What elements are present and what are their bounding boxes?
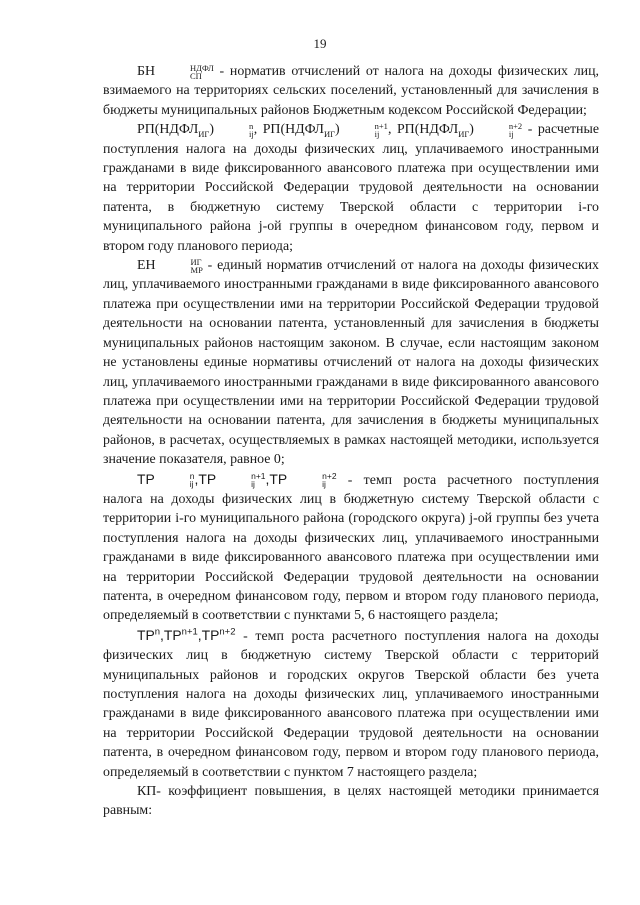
page-number: 19 — [313, 36, 327, 51]
formula-tr-ij: TP n ij ,TP n+1 ij ,TP n+2 ij — [137, 470, 337, 489]
paragraph-en: ЕН ИГ МР - единый норматив отчислений от налога на доходы физических лиц, уплачиваемого иностранными гражданами в виде фиксированного авансового платежа при осуществлении ими на территории Российской Федерации трудовой деятельности на основании патента, установленный для зачисления в бюджеты муниципальных районов настоящим законом. В случае, если настоящим законом не установлены единые нормативы отчислений от налога на доходы физических лиц, уплачиваемого иностранными гражданами в виде фиксированного авансового платежа при осуществлении ими на территории Российской Федерации трудовой деятельности на основании патента, для зачисления в бюджеты муниципальных районов, в расчетах, осуществляемых в рамках настоящей методики, используется значение показателя, равное 0; — [103, 256, 599, 468]
formula-kp: КП — [137, 784, 157, 800]
paragraph-tr-ij: TP n ij ,TP n+1 ij ,TP n+2 ij - темп роста расчетного поступления налога на доходы физических лиц в бюджетную систему Тверской области с территории i-го муниципального района (городского округа) j-ой группы без учета поступления налога на доходы физических лиц, уплачиваемого иностранными гражданами в виде фиксированного авансового платежа при осуществлении ими на территории Российской Федерации трудовой деятельности на основании патента, в очередном финансовом году, первом и втором году планового периода, определяемый в соответствии с пунктами 5, 6 настоящего раздела; — [103, 470, 599, 624]
paragraph-tr: $TP^n,TP^{n+1},TP^{n+2}$ - темп роста расчетного поступления налога на доходы физических лиц в бюджетную систему Тверской области с территорий муниципальных районов и городских округов Тверской области без учета поступления налога на доходы физических лиц, уплачиваемого иностранными гражданами в виде фиксированного авансового платежа при осуществлении ими на территории Российской Федерации трудовой деятельности на основании патента, в очередном финансовом году, первом и втором году планового периода, определяемый в соответствии с пунктом 7 настоящего раздела; — [103, 626, 599, 780]
paragraph-rp: $РП(НДФЛ_{ИГ})$ n ij , $РП(НДФЛ_{ИГ})$ n+1 ij , $РП(НДФЛ_{ИГ})$ n+2 ij - расчетные поступления налога на доходы физических лиц, уплачиваемого иностранными гражданами в виде фиксированного авансового платежа при осуществлении ими на территории Российской Федерации трудовой деятельности на основании патента, в бюджетную систему Тверской области с территории i-го муниципального района j-ой группы в очередном финансовом году, первом и втором году планового периода; — [103, 121, 599, 254]
formula-bn: БН НДФЛ СП — [137, 62, 214, 81]
formula-tr: $TP^n,TP^{n+1},TP^{n+2}$ — [137, 626, 236, 643]
formula-rp: $РП(НДФЛ_{ИГ})$ n ij , $РП(НДФЛ_{ИГ})$ n+1 ij , $РП(НДФЛ_{ИГ})$ n+2 ij — [137, 121, 523, 140]
formula-en: ЕН ИГ МР — [137, 256, 203, 275]
document-body — [103, 62, 599, 821]
paragraph-kp: КП- коэффициент повышения, в целях настоящей методики принимается равным: — [103, 784, 599, 819]
paragraph-bn: БН НДФЛ СП - норматив отчислений от налога на доходы физических лиц, взимаемого на территориях сельских поселений, установленный для зачисления в бюджеты муниципальных районов Бюджетным кодексом Российской Федерации; — [103, 62, 599, 118]
